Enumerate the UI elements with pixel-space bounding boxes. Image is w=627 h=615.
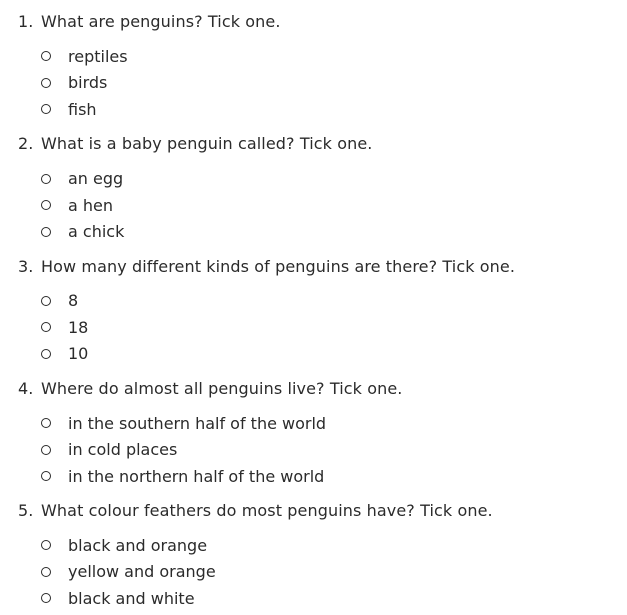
radio-circle-icon[interactable] bbox=[41, 104, 51, 114]
question-title bbox=[18, 499, 493, 523]
question-title bbox=[18, 132, 372, 156]
radio-circle-icon[interactable] bbox=[41, 567, 51, 577]
radio-circle-icon[interactable] bbox=[41, 593, 51, 603]
option-birds[interactable] bbox=[41, 70, 128, 97]
option-black-and-orange[interactable] bbox=[41, 532, 216, 559]
option-label: a hen bbox=[68, 195, 114, 215]
radio-circle-icon[interactable] bbox=[41, 174, 51, 184]
option-a-chick[interactable] bbox=[41, 218, 124, 245]
answer-options bbox=[41, 165, 124, 245]
question-text: Where do almost all penguins live? Tick one. bbox=[41, 378, 403, 398]
radio-circle-icon[interactable] bbox=[41, 540, 51, 550]
option-18[interactable] bbox=[41, 314, 88, 341]
question-3 bbox=[18, 245, 618, 367]
question-title bbox=[18, 255, 515, 279]
question-text: What is a baby penguin called? Tick one. bbox=[41, 134, 373, 154]
option-label: reptiles bbox=[68, 46, 128, 66]
option-cold-places[interactable] bbox=[41, 436, 326, 463]
radio-circle-icon[interactable] bbox=[41, 78, 51, 88]
option-reptiles[interactable] bbox=[41, 43, 128, 70]
radio-circle-icon[interactable] bbox=[41, 296, 51, 306]
radio-circle-icon[interactable] bbox=[41, 51, 51, 61]
option-label: 10 bbox=[68, 344, 89, 364]
radio-circle-icon[interactable] bbox=[41, 322, 51, 332]
option-label: in the southern half of the world bbox=[68, 413, 327, 433]
question-number: 4. bbox=[18, 378, 34, 398]
option-black-and-white[interactable] bbox=[41, 585, 216, 612]
radio-circle-icon[interactable] bbox=[41, 227, 51, 237]
question-text: What colour feathers do most penguins have? Tick one. bbox=[41, 501, 493, 521]
option-label: 8 bbox=[68, 291, 79, 311]
radio-circle-icon[interactable] bbox=[41, 349, 51, 359]
question-4 bbox=[18, 367, 618, 489]
option-northern-half[interactable] bbox=[41, 463, 326, 490]
radio-circle-icon[interactable] bbox=[41, 471, 51, 481]
option-label: a chick bbox=[68, 222, 125, 242]
radio-circle-icon[interactable] bbox=[41, 445, 51, 455]
option-southern-half[interactable] bbox=[41, 410, 326, 437]
option-label: yellow and orange bbox=[68, 562, 216, 582]
radio-circle-icon[interactable] bbox=[41, 200, 51, 210]
penguin-quiz bbox=[18, 0, 618, 611]
option-label: an egg bbox=[68, 169, 124, 189]
option-label: birds bbox=[68, 73, 108, 93]
option-an-egg[interactable] bbox=[41, 165, 124, 192]
option-8[interactable] bbox=[41, 288, 88, 315]
answer-options bbox=[41, 43, 128, 123]
question-number: 5. bbox=[18, 501, 34, 521]
question-number: 1. bbox=[18, 12, 34, 31]
option-label: in the northern half of the world bbox=[68, 466, 325, 486]
question-number: 2. bbox=[18, 134, 34, 154]
question-2 bbox=[18, 122, 618, 244]
option-yellow-and-orange[interactable] bbox=[41, 559, 216, 586]
question-title bbox=[18, 377, 402, 401]
question-title bbox=[18, 10, 281, 34]
question-1 bbox=[18, 0, 618, 122]
question-text: How many different kinds of penguins are there? Tick one. bbox=[41, 256, 516, 276]
radio-circle-icon[interactable] bbox=[41, 418, 51, 428]
option-label: fish bbox=[68, 99, 97, 119]
answer-options bbox=[41, 410, 326, 490]
answer-options bbox=[41, 532, 216, 612]
option-label: 18 bbox=[68, 317, 89, 337]
answer-options bbox=[41, 288, 88, 368]
question-number: 3. bbox=[18, 256, 34, 276]
question-text: What are penguins? Tick one. bbox=[41, 12, 281, 31]
option-label: in cold places bbox=[68, 440, 178, 460]
option-a-hen[interactable] bbox=[41, 192, 124, 219]
option-label: black and orange bbox=[68, 535, 208, 555]
option-fish[interactable] bbox=[41, 96, 128, 123]
option-label: black and white bbox=[68, 588, 195, 608]
question-5 bbox=[18, 489, 618, 611]
option-10[interactable] bbox=[41, 341, 88, 368]
